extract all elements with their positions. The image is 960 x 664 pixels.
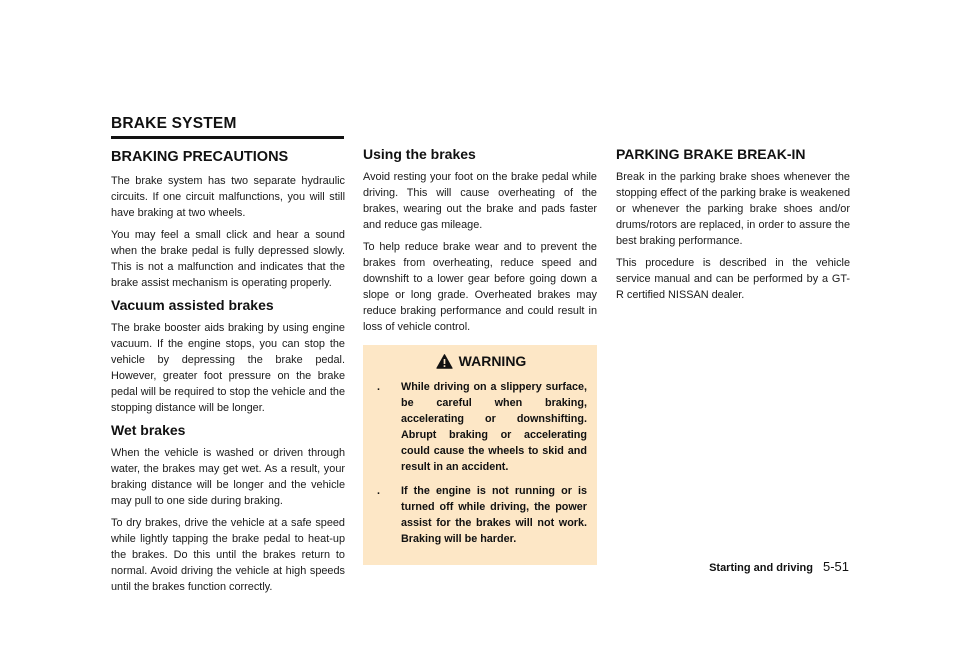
paragraph: When the vehicle is washed or driven through water, the brakes may get wet. As a result, your braking distance will be longer and the vehicle may pull to one side during braking.: [111, 447, 345, 507]
warning-triangle-icon: [436, 354, 453, 369]
section-title: BRAKE SYSTEM: [111, 115, 237, 132]
heading-parking-brake-break-in: PARKING BRAKE BREAK-IN: [616, 146, 806, 162]
paragraph: The brake booster aids braking by using engine vacuum. If the engine stops, you can stop the vehicle by depressing the brake pedal. However, greater foot pressure on the brake pedal will be required to stop the vehicle and the stopping distance will be longer.: [111, 322, 345, 414]
column-using-the-brakes: [363, 142, 597, 565]
warning-item: . While driving on a slippery surface, be careful when braking, accelerating or downshifting. Abrupt braking or accelerating could cause the wheels to skid and result in an accident.: [377, 381, 587, 473]
warning-list: [375, 379, 587, 547]
warning-header: [375, 353, 587, 369]
warning-box: [363, 345, 597, 565]
paragraph: The brake system has two separate hydraulic circuits. If one circuit malfunctions, you will still have braking at two wheels.: [111, 175, 345, 219]
section-rule: [111, 136, 344, 139]
warning-title: WARNING: [458, 353, 527, 369]
paragraph: You may feel a small click and hear a sound when the brake pedal is fully depressed slowly. This is not a malfunction and indicates that the brake assist mechanism is operating properly.: [111, 229, 345, 289]
heading-wet-brakes: Wet brakes: [111, 422, 186, 438]
page-number: 5-51: [822, 559, 849, 574]
heading-braking-precautions: BRAKING PRECAUTIONS: [111, 149, 289, 165]
paragraph: To dry brakes, drive the vehicle at a safe speed while lightly tapping the brake pedal to heat-up the brakes. Do this until the brakes return to normal. Avoid driving the vehicle at high speeds until the brakes function correctly.: [111, 517, 345, 593]
column-braking-precautions: [111, 142, 345, 601]
page-footer: [709, 559, 849, 574]
column-parking-brake-break-in: [616, 142, 850, 309]
heading-using-the-brakes: Using the brakes: [363, 146, 476, 162]
warning-item: . If the engine is not running or is turned off while driving, the power assist for the brakes will not work. Braking will be harder.: [377, 485, 587, 545]
paragraph: To help reduce brake wear and to prevent the brakes from overheating, reduce speed and downshift to a lower gear before going down a slope or long grade. Overheated brakes may reduce braking performance and could result in loss of vehicle control.: [363, 241, 597, 333]
paragraph: Break in the parking brake shoes whenever the stopping effect of the parking brake is weakened or whenever the parking brake shoes and/or drums/rotors are replaced, in order to assure the best braking performance.: [616, 171, 850, 247]
footer-section-name: Starting and driving: [709, 562, 813, 574]
paragraph: This procedure is described in the vehicle service manual and can be performed by a GT-R certified NISSAN dealer.: [616, 257, 850, 301]
paragraph: Avoid resting your foot on the brake pedal while driving. This will cause overheating of the brakes, wearing out the brake and pads faster and reduce gas mileage.: [363, 171, 597, 231]
heading-vacuum-assisted-brakes: Vacuum assisted brakes: [111, 297, 274, 313]
